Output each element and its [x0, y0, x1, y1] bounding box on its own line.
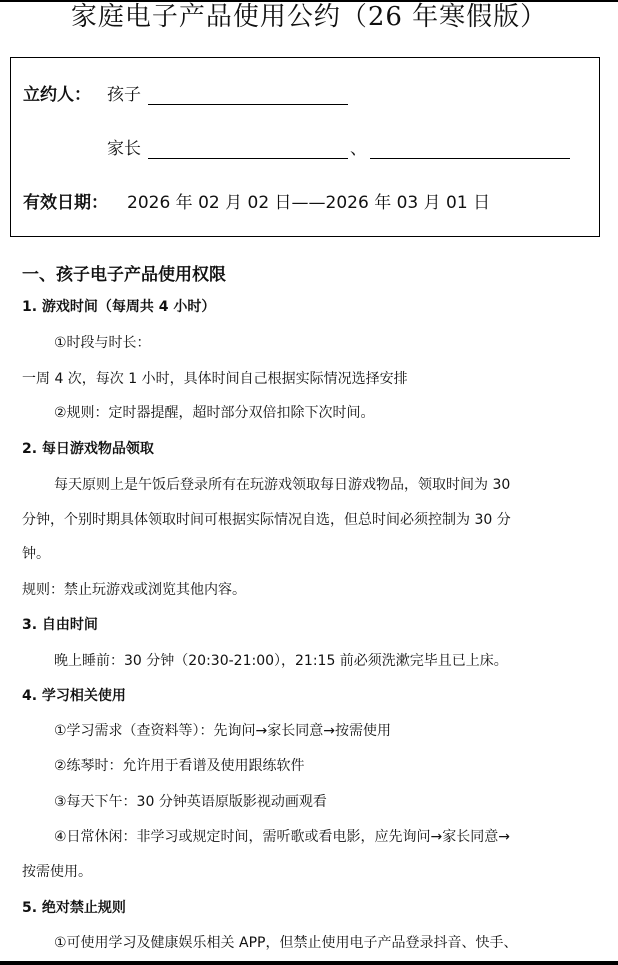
- parent-separator: 、: [350, 139, 367, 159]
- validity-label: 有效日期：: [23, 193, 108, 213]
- parent-signature-line-2[interactable]: [370, 158, 570, 159]
- bottom-rule: [0, 961, 618, 965]
- item-line: 每天原则上是午饭后登录所有在玩游戏领取每日游戏物品，领取时间为 30: [54, 477, 511, 493]
- item-line: ②练琴时：允许用于看谱及使用跟练软件: [54, 758, 305, 774]
- item-line: 钟。: [22, 546, 50, 562]
- item-heading-game-time: 1. 游戏时间（每周共 4 小时）: [22, 299, 216, 315]
- child-signature-line[interactable]: [148, 104, 348, 105]
- item-heading-daily-items: 2. 每日游戏物品领取: [22, 441, 154, 457]
- item-heading-free-time: 3. 自由时间: [22, 617, 98, 633]
- child-label: 孩子: [107, 85, 141, 105]
- item-line: ①可使用学习及健康娱乐相关 APP，但禁止使用电子产品登录抖音、快手、: [54, 935, 518, 951]
- item-heading-prohibitions: 5. 绝对禁止规则: [22, 900, 126, 916]
- item-line: ①时段与时长：: [54, 335, 151, 351]
- item-heading-study-use: 4. 学习相关使用: [22, 688, 126, 704]
- parties-label: 立约人：: [23, 85, 91, 105]
- item-line: 分钟，个别时期具体领取时间可根据实际情况自选，但总时间必须控制为 30 分: [22, 512, 511, 528]
- item-line: ②规则：定时器提醒，超时部分双倍扣除下次时间。: [54, 405, 375, 421]
- item-line: ③每天下午：30 分钟英语原版影视动画观看: [54, 794, 327, 810]
- item-line: ④日常休闲：非学习或规定时间，需听歌或看电影，应先询问→家长同意→: [54, 829, 511, 845]
- parent-label: 家长: [107, 139, 141, 159]
- document-title: 家庭电子产品使用公约（26 年寒假版）: [70, 2, 548, 32]
- item-line: ①学习需求（查资料等）：先询问→家长同意→按需使用: [54, 723, 392, 739]
- item-line: 按需使用。: [22, 864, 92, 880]
- item-line: 一周 4 次，每次 1 小时，具体时间自己根据实际情况选择安排: [22, 371, 408, 387]
- parties-box: [10, 57, 600, 237]
- item-line: 晚上睡前：30 分钟（20:30-21:00），21:15 前必须洗漱完毕且已上床。: [54, 653, 508, 669]
- parent-signature-line-1[interactable]: [148, 158, 348, 159]
- section-heading: 一、孩子电子产品使用权限: [22, 265, 226, 285]
- validity-value: 2026 年 02 月 02 日——2026 年 03 月 01 日: [127, 193, 491, 213]
- item-line: 规则：禁止玩游戏或浏览其他内容。: [22, 582, 246, 598]
